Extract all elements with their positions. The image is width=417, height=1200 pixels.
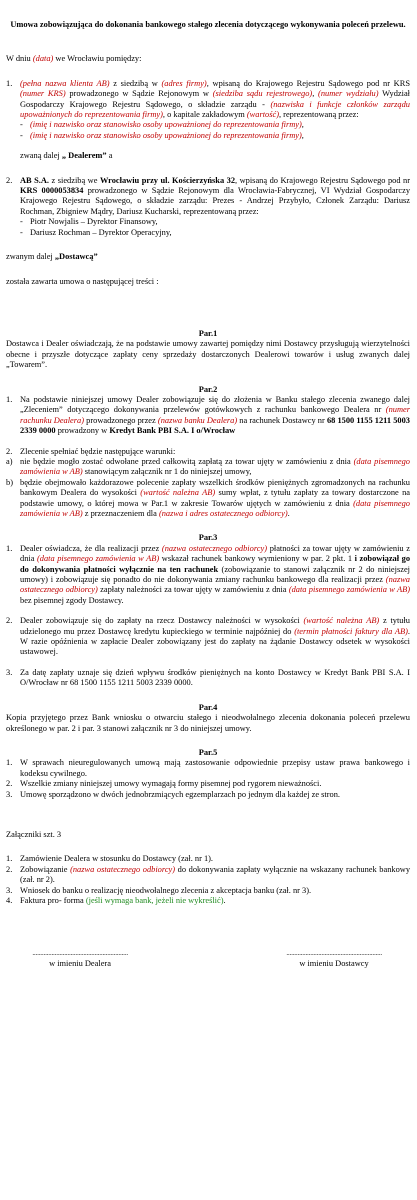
party-supplier: 2. AB S.A. z siedzibą we Wrocławiu przy ul. Kościerzyńska 32, wpisaną do Krajowego Rejestru Sądowego pod nr KRS 0000053834 prowadzonego w Sądzie Rejonowym dla Wrocławia-Fabrycznej, VI Wydział Gospodarczy Krajowego Rejestru Sądowego, o składzie zarządu: Prezes - Andrzej Przybyło, Członek Zarządu: Dariusz Rochman, Zbigniew Mądry, Dariusz Kucharski, reprezentowaną przez: — [6, 175, 410, 216]
par5-item-3: 3. Umowę sporządzono w dwóch jednobrzmiących egzemplarzach po jednym dla każdej ze stron. — [6, 789, 340, 799]
signature-line: ............................................................ — [32, 948, 128, 958]
par3-item-2: 2. Dealer zobowiązuje się do zapłaty na rzecz Dostawcy należności w wysokości (wartość należna AB) z tytułu udzielonego mu przez Dostawcę kredytu kupieckiego w terminie najpóźniej do (termin płatności faktury dla AB). W razie opóźnienia w zapłacie Dealer zobowiązany jest do zapłaty na żądanie Dostawcy odsetek w wysokości ustawowej. — [6, 616, 411, 657]
par5-heading: Par.5 — [198, 747, 218, 757]
supplier-called: zwanym dalej „Dostawcą” — [6, 252, 98, 262]
dealer-called: zwaną dalej „ Dealerem” a — [20, 151, 113, 161]
par2-item-1: 1. Na podstawie niniejszej umowy Dealer zobowiązuje się do złożenia w Banku stałego zlecenia zwanego dalej „Zleceniem” dotyczącego dokonywania przelewów gotówkowych z rachunku bankowego Dealera nr (numer rachunku Dealera) prowadzonego przez (nazwa banku Dealera) na rachunek Dostawcy nr 68 1500 1155 1211 5003 2339 0000 prowadzony w Kredyt Bank PBI S.A. I o/Wrocław — [6, 394, 410, 436]
signature-line: ............................................................ — [286, 948, 382, 958]
party-dealer: 1. (pełna nazwa klienta AB) z siedzibą w (adres firmy), wpisaną do Krajowego Rejestru Sądowego pod nr KRS (numer KRS) prowadzonego w Sądzie Rejonowym w (siedziba sądu rejestrowego), (numer wydziału) Wydział Gospodarczy Krajowego Rejestru Sądowego, o składzie zarządu - (nazwiska i funkcje członków zarządu upoważnionych do reprezentowania firmy), o kapitale zakładowym (wartość), reprezentowaną przez: — [6, 78, 410, 120]
par1-text: Dostawca i Dealer oświadczają, że na podstawie umowy zawartej pomiędzy nimi Dostawcy przysługują wierzytelności obecne i przyszłe dotyczące zapłaty ceny sprzedaży dostarczonych Dealerowi towarów i usług zwanych dalej „Towarem”. — [6, 339, 410, 370]
par4-text: Kopia przyjętego przez Bank wniosku o otwarciu stałego i nieodwołalnego zlecenia dokonania poleceń przelewu określonego w par. 2 i par. 3 stanowi załącznik nr 3 do niniejszej umowy. — [6, 713, 410, 733]
par2-condition-a: a) nie będzie mogło zostać odwołane przed całkowitą zapłatą za towar ujęty w zamówieniu z dnia (data pisemnego zamówienia w AB) stanowiącym załącznik nr 1 do niniejszej umowy, — [6, 456, 410, 477]
dealer-representative-1: - (imię i nazwisko oraz stanowisko osoby upoważnionej do reprezentowania firmy), — [20, 120, 304, 130]
attachments-header: Załączniki szt. 3 — [6, 829, 62, 839]
attachment-2: 2. Zobowiązanie (nazwa ostatecznego odbiorcy) do dokonywania zapłaty wyłącznie na wskazany rachunek bankowy (zał. nr 2). — [6, 864, 411, 885]
attachment-3: 3. Wniosek do banku o realizację nieodwołalnego zlecenia z akceptacja banku (zał. nr 3). — [6, 885, 312, 895]
contract-body — [6, 20, 410, 969]
dealer-signature — [10, 948, 150, 969]
par3-item-3: 3. Za datę zapłaty uznaje się dzień wpływu środków pieniężnych na konto Dostawcy w Kredyt Bank PBI S.A. I O/Wrocław nr 68 1500 1155 1211 5003 2339 0000. — [6, 667, 410, 688]
par2-item-2: 2. Zlecenie spełniać będzie następujące warunki: — [6, 446, 176, 456]
concluded-line: została zawarta umowa o następującej treści : — [6, 276, 159, 286]
supplier-signature — [264, 948, 404, 969]
par1-heading: Par.1 — [198, 328, 218, 338]
par5-item-1: 1. W sprawach nieuregulowanych umową mają zastosowanie odpowiednie przepisy ustaw prawa bankowego i kodeksu cywilnego. — [6, 758, 410, 778]
bank-note: (jeśli wymaga bank, jeżeli nie wykreślić) — [85, 895, 224, 905]
party-dealer-text: (pełna nazwa klienta AB) z siedzibą w (adres firmy), wpisaną do Krajowego Rejestru Sądowego pod nr KRS (numer KRS) prowadzonego w Sądzie Rejonowym w (siedziba sądu rejestrowego), (numer wydziału) Wydział Gospodarczy Krajowego Rejestru Sądowego, o składzie zarządu - (nazwiska i funkcje członków zarządu upoważnionych do reprezentowania firmy), o kapitale zakładowym (wartość), reprezentowaną przez: — [20, 78, 410, 120]
intro-line: W dniu (data) we Wrocławiu pomiędzy: — [6, 54, 142, 64]
supplier-signature-label: w imieniu Dostawcy — [299, 958, 369, 968]
party-supplier-text: AB S.A. z siedzibą we Wrocławiu przy ul. Kościerzyńska 32, wpisaną do Krajowego Rejestru Sądowego pod nr KRS 0000053834 prowadzonego w Sądzie Rejonowym dla Wrocławia-Fabrycznej, VI Wydział Gospodarczy Krajowego Rejestru Sądowego, o składzie zarządu: Prezes - Andrzej Przybyło, Członek Zarządu: Dariusz Rochman, Zbigniew Mądry, Dariusz Kucharski, reprezentowaną przez: — [20, 175, 410, 216]
par2-condition-b: b) będzie obejmowało każdorazowe polecenie zapłaty wszelkich środków pieniężnych zgromadzonych na rachunku bankowym Dealera do wysokości (wartość należna AB) sumy wpłat, z tytułu zapłaty za towary dostarczone na podstawie umowy, o której mowa w Par.1 w zakresie Towarów ujętych w zamówieniu z dnia (data pisemnego zamówienia w AB) z przeznaczeniem dla (nazwa i adres ostatecznego odbiorcy). — [6, 477, 410, 518]
dealer-representative-2: - (imię i nazwisko oraz stanowisko osoby upoważnionej do reprezentowania firmy), — [20, 130, 304, 140]
par4-heading: Par.4 — [198, 702, 218, 712]
par3-heading: Par.3 — [198, 533, 218, 543]
supplier-representative-1: - Piotr Nowjalis – Dyrektor Finansowy, — [20, 217, 158, 227]
par3-item-1: 1. Dealer oświadcza, że dla realizacji przez (nazwa ostatecznego odbiorcy) płatności za towar ujęty w zamówieniu z dnia (data pisemnego zamówienia w AB) wskazał rachunek bankowy wymieniony w par. 2 pkt. 1 i zobowiązał go do dokonywania płatności wyłącznie na ten rachunek (zobowiązanie to stanowi załącznik nr 2 do niniejszej umowy) i zobowiązuje się ponadto do nie dokonywania zmiany rachunku bankowego dla realizacji przez (nazwa ostatecznego odbiorcy) zapłaty należności za towar ujęty w zamówieniu z dnia (data pisemnego zamówienia w AB) bez pisemnej zgody Dostawcy. — [6, 543, 411, 605]
dealer-signature-label: w imieniu Dealera — [49, 958, 111, 968]
signature-block — [6, 948, 410, 969]
attachment-4: 4. Faktura pro- forma (jeśli wymaga bank, jeżeli nie wykreślić). — [6, 895, 226, 905]
attachment-1: 1. Zamówienie Dealera w stosunku do Dostawcy (zał. nr 1). — [6, 854, 214, 864]
par2-heading: Par.2 — [198, 384, 218, 394]
supplier-representative-2: - Dariusz Rochman – Dyrektor Operacyjny, — [20, 227, 172, 237]
date-placeholder: (data) — [32, 54, 54, 64]
par5-item-2: 2. Wszelkie zmiany niniejszej umowy wymagają formy pisemnej pod rygorem nieważności. — [6, 779, 322, 789]
document-title: Umowa zobowiązująca do dokonania bankowego stałego zlecenia dotyczącego wykonywania poleceń przelewu. — [10, 20, 406, 29]
